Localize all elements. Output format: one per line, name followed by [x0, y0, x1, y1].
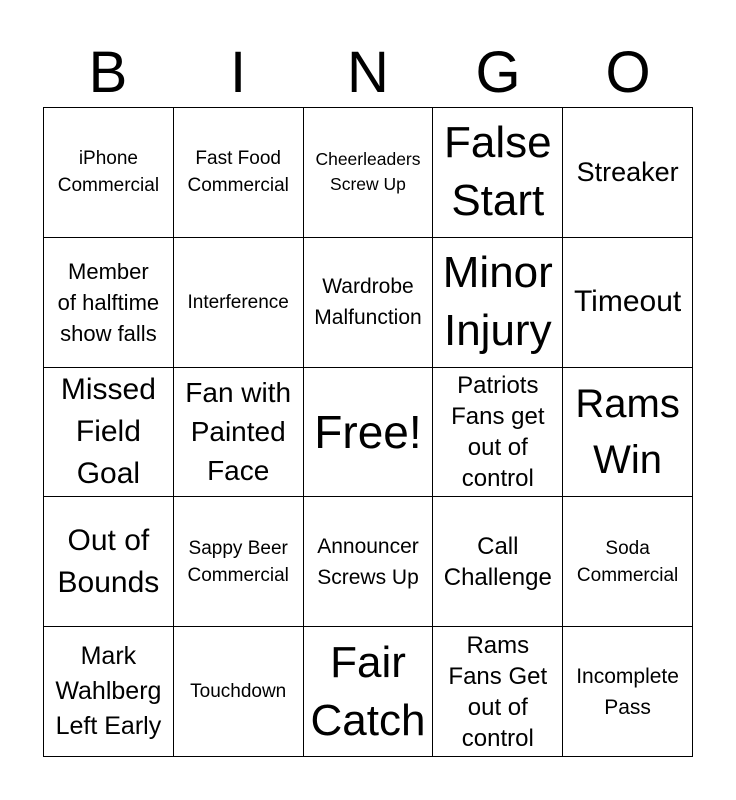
cell-text: Wardrobe Malfunction — [314, 275, 422, 330]
cell-text: Call Challenge — [443, 532, 552, 591]
bingo-cell[interactable] — [44, 627, 174, 757]
cell-text: Cheerleaders Screw Up — [315, 149, 421, 195]
bingo-cell[interactable] — [563, 627, 693, 757]
bingo-cell[interactable] — [433, 368, 563, 498]
cell-text: Sappy Beer Commercial — [187, 537, 289, 586]
bingo-cell[interactable] — [433, 497, 563, 627]
bingo-cell[interactable] — [433, 627, 563, 757]
cell-text: Patriots Fans get out of control — [451, 371, 545, 492]
cell-text: Fan with Painted Face — [185, 377, 292, 487]
cell-text: Mark Wahlberg Left Early — [55, 642, 162, 741]
bingo-cell[interactable] — [563, 497, 693, 627]
cell-text: Member of halftime show falls — [57, 258, 160, 346]
cell-text: Rams Fans Get out of control — [448, 631, 548, 752]
bingo-cell[interactable] — [304, 497, 434, 627]
cell-text: Fast Food Commercial — [187, 148, 289, 197]
bingo-cell[interactable] — [44, 368, 174, 498]
bingo-cell[interactable] — [563, 108, 693, 238]
bingo-board — [43, 107, 693, 757]
free-space[interactable] — [304, 368, 434, 498]
header-letter-n: N — [347, 40, 389, 105]
bingo-cell[interactable] — [174, 108, 304, 238]
bingo-cell[interactable] — [304, 108, 434, 238]
bingo-cell[interactable] — [304, 627, 434, 757]
cell-text: Out of Bounds — [57, 523, 160, 599]
cell-text: Interference — [187, 291, 289, 313]
cell-text: iPhone Commercial — [57, 148, 160, 197]
cell-text: Touchdown — [190, 681, 287, 703]
bingo-cell[interactable] — [174, 497, 304, 627]
bingo-cell[interactable] — [174, 238, 304, 368]
cell-text: Streaker — [576, 156, 679, 187]
cell-text: Announcer Screws Up — [317, 534, 419, 589]
bingo-cell[interactable] — [563, 238, 693, 368]
bingo-cell[interactable] — [174, 368, 304, 498]
bingo-cell[interactable] — [304, 238, 434, 368]
cell-text: Minor Injury — [442, 248, 553, 356]
bingo-cell[interactable] — [563, 368, 693, 498]
header-letter-i: I — [229, 40, 247, 105]
bingo-cell[interactable] — [44, 238, 174, 368]
bingo-cell[interactable] — [44, 497, 174, 627]
free-space-text: Free! — [314, 405, 422, 458]
cell-text: Rams Win — [575, 381, 680, 482]
cell-text: Soda Commercial — [576, 537, 679, 586]
cell-text: False Start — [443, 118, 552, 226]
bingo-header — [43, 40, 693, 106]
header-letter-o: O — [605, 40, 651, 105]
bingo-cell[interactable] — [433, 238, 563, 368]
bingo-cell[interactable] — [174, 627, 304, 757]
header-letter-g: G — [475, 40, 521, 105]
header-letter-b: B — [88, 40, 128, 105]
cell-text: Incomplete Pass — [576, 664, 679, 719]
cell-text: Timeout — [573, 285, 682, 319]
bingo-cell[interactable] — [433, 108, 563, 238]
cell-text: Missed Field Goal — [60, 372, 156, 490]
bingo-cell[interactable] — [44, 108, 174, 238]
cell-text: Fair Catch — [310, 637, 426, 745]
